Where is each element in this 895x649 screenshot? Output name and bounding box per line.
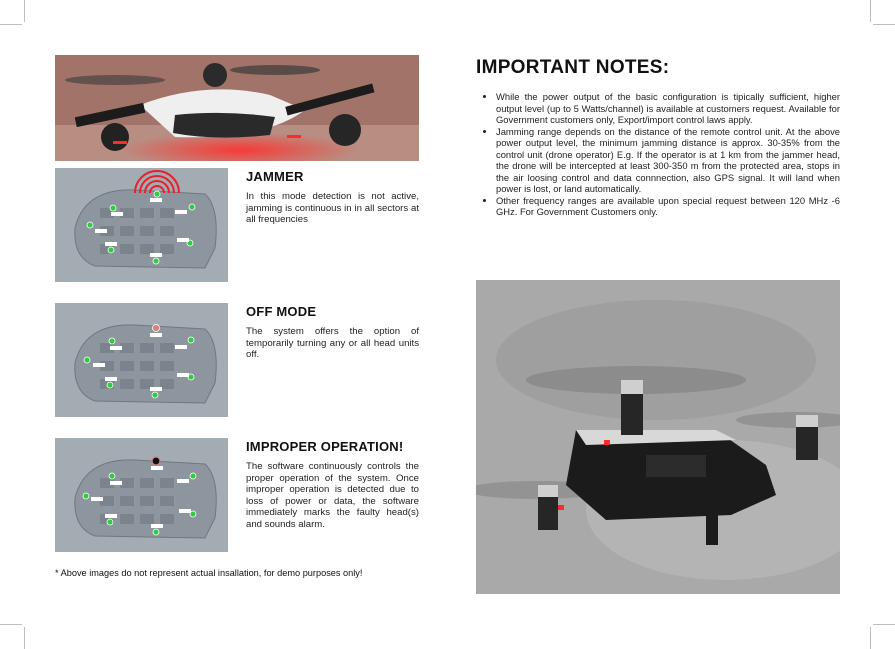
section-title-jammer: JAMMER — [246, 169, 304, 184]
drone-photo-indoor — [55, 55, 419, 161]
crop-mark — [873, 624, 895, 625]
map-improper-operation — [55, 438, 228, 552]
notes-list — [476, 91, 840, 218]
section-text-improper-operation: The software continuously controls the proper operation of the system. Once improper operation is detected due to loss of power or data, the software immediately marks the faulty head(s) and sounds alarm. — [246, 461, 419, 530]
map-jammer — [55, 168, 228, 282]
section-text-off-mode: The system offers the option of temporarily turning any or all head units off. — [246, 326, 419, 361]
notes-title: IMPORTANT NOTES: — [476, 57, 670, 78]
crop-mark — [0, 24, 22, 25]
section-title-improper-operation: IMPROPER OPERATION! — [246, 439, 404, 454]
footnote: * Above images do not represent actual insallation, for demo purposes only! — [55, 568, 363, 578]
crop-mark — [24, 0, 25, 22]
note-item: • While the power output of the basic configuration is tipically sufficient, higher output level (up to 5 Watts/channel) is available at customers request. Available for Government customers only, Export/import control laws apply. — [496, 91, 840, 126]
drone-photo-flying — [476, 280, 840, 594]
crop-mark — [873, 24, 895, 25]
section-text-jammer: In this mode detection is not active, jamming is continuous in in all sectors at all frequencies — [246, 191, 419, 226]
map-off-mode — [55, 303, 228, 417]
crop-mark — [24, 627, 25, 649]
note-item: • Other frequency ranges are available upon special request between 120 MHz -6 GHz. For Government Customers only. — [496, 195, 840, 218]
crop-mark — [870, 0, 871, 22]
note-item: • Jamming range depends on the distance of the remote control unit. At the above power output level, the minimum jamming distance is approx. 30-35% from the control unit (drone operator) E.g. If the operator is at 1 km from the jammer head, the drone will be intercepted at least 300-350 m from the protected area, stops in the air loosing control and data connnection, also GPS signal. It will land when power is lost, or land automatically. — [496, 126, 840, 195]
section-title-off-mode: OFF MODE — [246, 304, 317, 319]
crop-mark — [870, 627, 871, 649]
crop-mark — [0, 624, 22, 625]
